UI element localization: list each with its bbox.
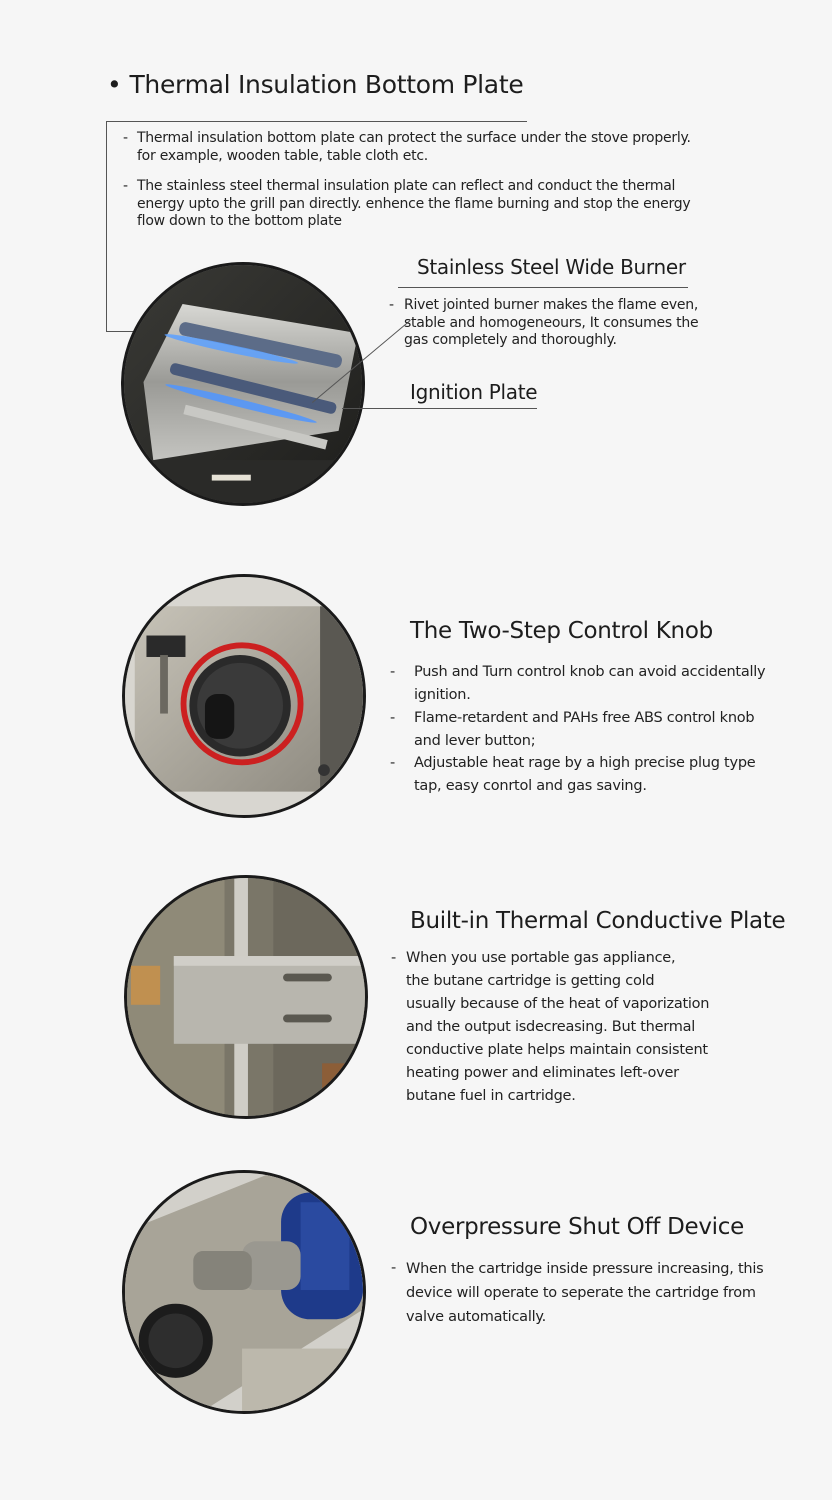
desc-line: and the output isdecreasing. But thermal — [406, 1019, 696, 1035]
control-knob-photo — [122, 574, 366, 818]
desc-line: butane fuel in cartridge. — [406, 1088, 576, 1104]
conductive-plate-desc — [391, 947, 710, 1108]
desc-line: valve automatically. — [406, 1309, 546, 1325]
desc-line: usually because of the heat of vaporization — [406, 996, 710, 1012]
page-title — [107, 70, 523, 99]
desc-line: When you use portable gas appliance, — [406, 950, 676, 966]
control-knob-item-1 — [390, 661, 766, 707]
ignition-title: Ignition Plate — [410, 380, 538, 404]
bottom-plate-desc-1 — [123, 130, 691, 165]
burner-desc — [389, 297, 699, 350]
desc-line: ignition. — [414, 687, 471, 703]
shutoff-device-desc — [391, 1257, 764, 1329]
desc-line: energy upto the grill pan directly. enhence the flame burning and stop the energy — [137, 195, 691, 212]
burner-title: Stainless Steel Wide Burner — [417, 255, 686, 279]
control-knob-title: The Two-Step Control Knob — [410, 618, 713, 644]
desc-line: The stainless steel thermal insulation plate can reflect and conduct the thermal — [137, 178, 676, 194]
dash-marker: - — [123, 178, 128, 194]
dash-marker: - — [390, 664, 395, 680]
shutoff-device-title: Overpressure Shut Off Device — [410, 1214, 744, 1240]
dash-marker: - — [391, 950, 396, 966]
desc-line: the butane cartridge is getting cold — [406, 973, 655, 989]
burner-title-underline — [398, 287, 688, 288]
shutoff-device-photo — [122, 1170, 366, 1414]
desc-line: tap, easy conrtol and gas saving. — [414, 778, 647, 794]
callout-line-top — [106, 121, 527, 122]
desc-line: flow down to the bottom plate — [137, 213, 342, 229]
desc-line: Flame-retardent and PAHs free ABS control knob — [414, 710, 755, 726]
control-knob-item-2 — [390, 707, 755, 753]
desc-line: and lever button; — [414, 733, 536, 749]
desc-line: When the cartridge inside pressure increasing, this — [406, 1261, 764, 1277]
dash-marker: - — [390, 755, 395, 771]
dash-marker: - — [123, 130, 128, 146]
dash-marker: - — [390, 710, 395, 726]
title-bullet: • — [107, 70, 122, 99]
desc-line: Thermal insulation bottom plate can protect the surface under the stove properly. — [137, 130, 691, 146]
conductive-plate-photo — [124, 875, 368, 1119]
dash-marker: - — [389, 297, 394, 313]
desc-line: gas completely and thoroughly. — [404, 332, 617, 348]
dash-marker: - — [391, 1260, 396, 1276]
desc-line: for example, wooden table, table cloth etc. — [137, 147, 428, 164]
ignition-underline — [342, 408, 537, 409]
desc-line: device will operate to seperate the cartridge from — [406, 1285, 756, 1301]
conductive-plate-title: Built-in Thermal Conductive Plate — [410, 908, 786, 934]
bottom-plate-desc-2 — [123, 178, 691, 231]
control-knob-item-3 — [390, 752, 756, 798]
desc-line: Rivet jointed burner makes the flame even, — [404, 297, 699, 313]
page-title-text: Thermal Insulation Bottom Plate — [129, 70, 524, 99]
desc-line: conductive plate helps maintain consistent — [406, 1042, 708, 1058]
desc-line: Adjustable heat rage by a high precise plug type — [414, 755, 756, 771]
desc-line: Push and Turn control knob can avoid accidentally — [414, 664, 766, 680]
desc-line: stable and homogeneours, It consumes the — [404, 314, 699, 331]
callout-line-left — [106, 121, 107, 332]
burner-photo — [121, 262, 365, 506]
desc-line: heating power and eliminates left-over — [406, 1065, 679, 1081]
